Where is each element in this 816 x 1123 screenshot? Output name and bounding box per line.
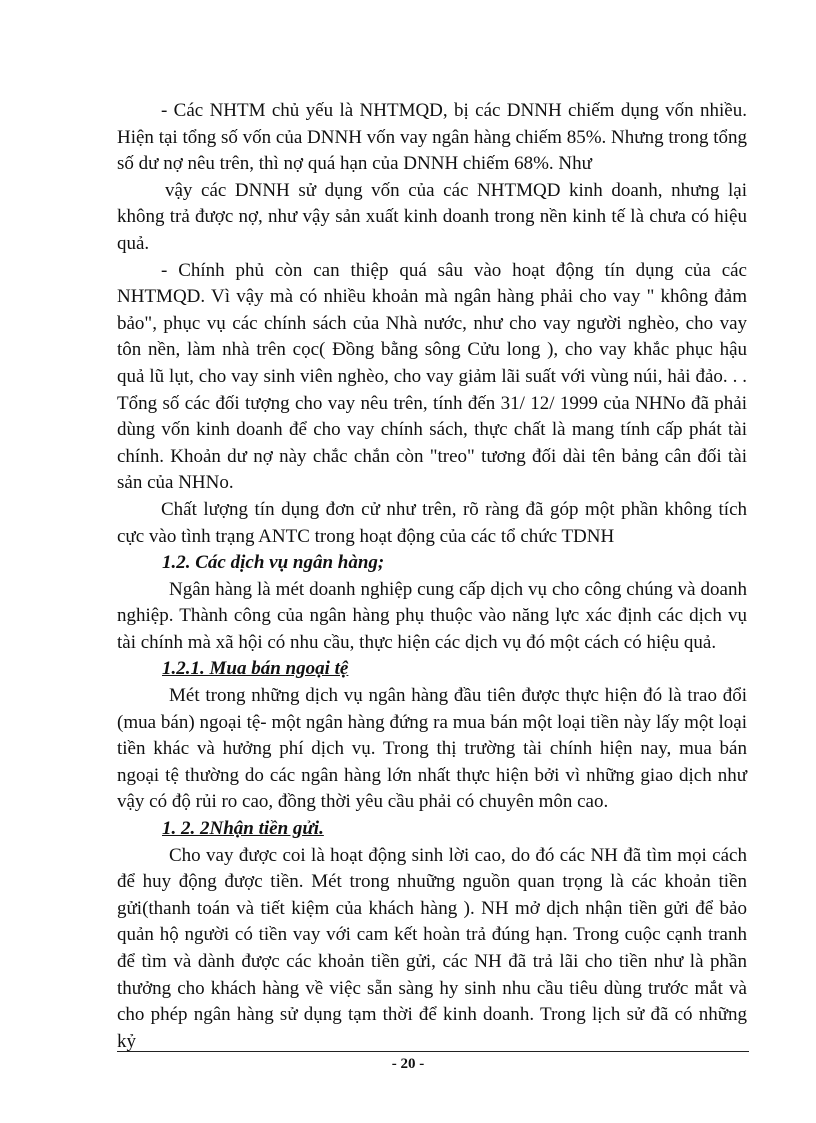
section-heading-banking-services: 1.2. Các dịch vụ ngân hàng; [162, 552, 385, 574]
subsection-heading-text: 1.2.1. Mua bán ngoại tệ [162, 658, 349, 680]
page-number: - 20 - [391, 1056, 425, 1072]
body-text [117, 98, 747, 1055]
subsection-heading-foreign-exchange [117, 656, 747, 683]
paragraph-foreign-exchange: Mét trong những dịch vụ ngân hàng đầu tiên được thực hiện đó là trao đổi (mua bán) ngoại tệ- một ngân hàng đứng ra mua bán một loại tiền này lấy một loại tiền khác và hưởng phí dịch vụ. Trong thị trường tài chính hiện nay, mua bán ngoại tệ thường do các ngân hàng lớn nhất thực hiện bởi vì những giao dịch như vậy có độ rủi ro cao, đồng thời yêu cầu phải có chuyên môn cao. [117, 685, 747, 813]
paragraph-government-intervention: - Chính phủ còn can thiệp quá sâu vào hoạt động tín dụng của các NHTMQD. Vì vậy mà có nhiều khoản mà ngân hàng phải cho vay " không đảm bảo", phục vụ các chính sách của Nhà nước, như cho vay người nghèo, cho vay tôn nền, làm nhà trên cọc( Đồng bằng sông Cửu long ), cho vay khắc phục hậu quả lũ lụt, cho vay sinh viên nghèo, cho vay giảm lãi suất với vùng núi, hải đảo. . . Tổng số các đối tượng cho vay nêu trên, tính đến 31/ 12/ 1999 của NHNo đã phải dùng vốn kinh doanh để cho vay chính sách, thực chất là mang tính cấp phát tài chính. Khoản dư nợ này chắc chắn còn "treo" tương đối dài tên bảng cân đối tài sản của NHNo. [117, 259, 747, 494]
paragraph-credit-quality: Chất lượng tín dụng đơn cử như trên, rõ ràng đã góp một phần không tích cực vào tình trạng ANTC trong hoạt động của các tổ chức TDNH [117, 498, 747, 547]
subsection-heading-deposits [117, 816, 747, 843]
paragraph-bank-definition: Ngân hàng là mét doanh nghiệp cung cấp dịch vụ cho công chúng và doanh nghiệp. Thành công của ngân hàng phụ thuộc vào năng lực xác định các dịch vụ tài chính mà xã hội có nhu cầu, thực hiện các dịch vụ đó một cách có hiệu quả. [117, 578, 747, 653]
paragraph-nhtm-capital: - Các NHTM chủ yếu là NHTMQD, bị các DNNH chiếm dụng vốn nhiều. Hiện tại tổng số vốn của DNNH vốn vay ngân hàng chiếm 85%. Nhưng trong tổng số dư nợ nêu trên, thì nợ quá hạn của DNNH chiếm 68%. Như [117, 100, 747, 175]
paragraph-dnnh-usage: vậy các DNNH sử dụng vốn của các NHTMQD kinh doanh, nhưng lại không trả được nợ, như vậy sản xuất kinh doanh trong nền kinh tế là chưa có hiệu quả. [117, 179, 747, 254]
subsection-heading-text: 1. 2. 2Nhận tiền gửi. [162, 818, 324, 840]
footer-divider [117, 1051, 749, 1052]
paragraph-deposits: Cho vay được coi là hoạt động sinh lời cao, do đó các NH đã tìm mọi cách để huy động được tiền. Mét trong nhuững nguồn quan trọng là các khoản tiền gửi(thanh toán và tiết kiệm của khách hàng ). NH mở dịch nhận tiền gửi để bảo quản hộ người có tiền vay với cam kết hoàn trả đúng hạn. Trong cuộc cạnh tranh để tìm và dành được các khoản tiền gửi, các NH đã trả lãi cho tiền như là phần thưởng cho khách hàng về việc sẵn sàng hy sinh nhu cầu tiêu dùng trước mắt và cho phép ngân hàng sử dụng tạm thời để kinh doanh. Trong lịch sử đã có những kỷ [117, 844, 747, 1052]
